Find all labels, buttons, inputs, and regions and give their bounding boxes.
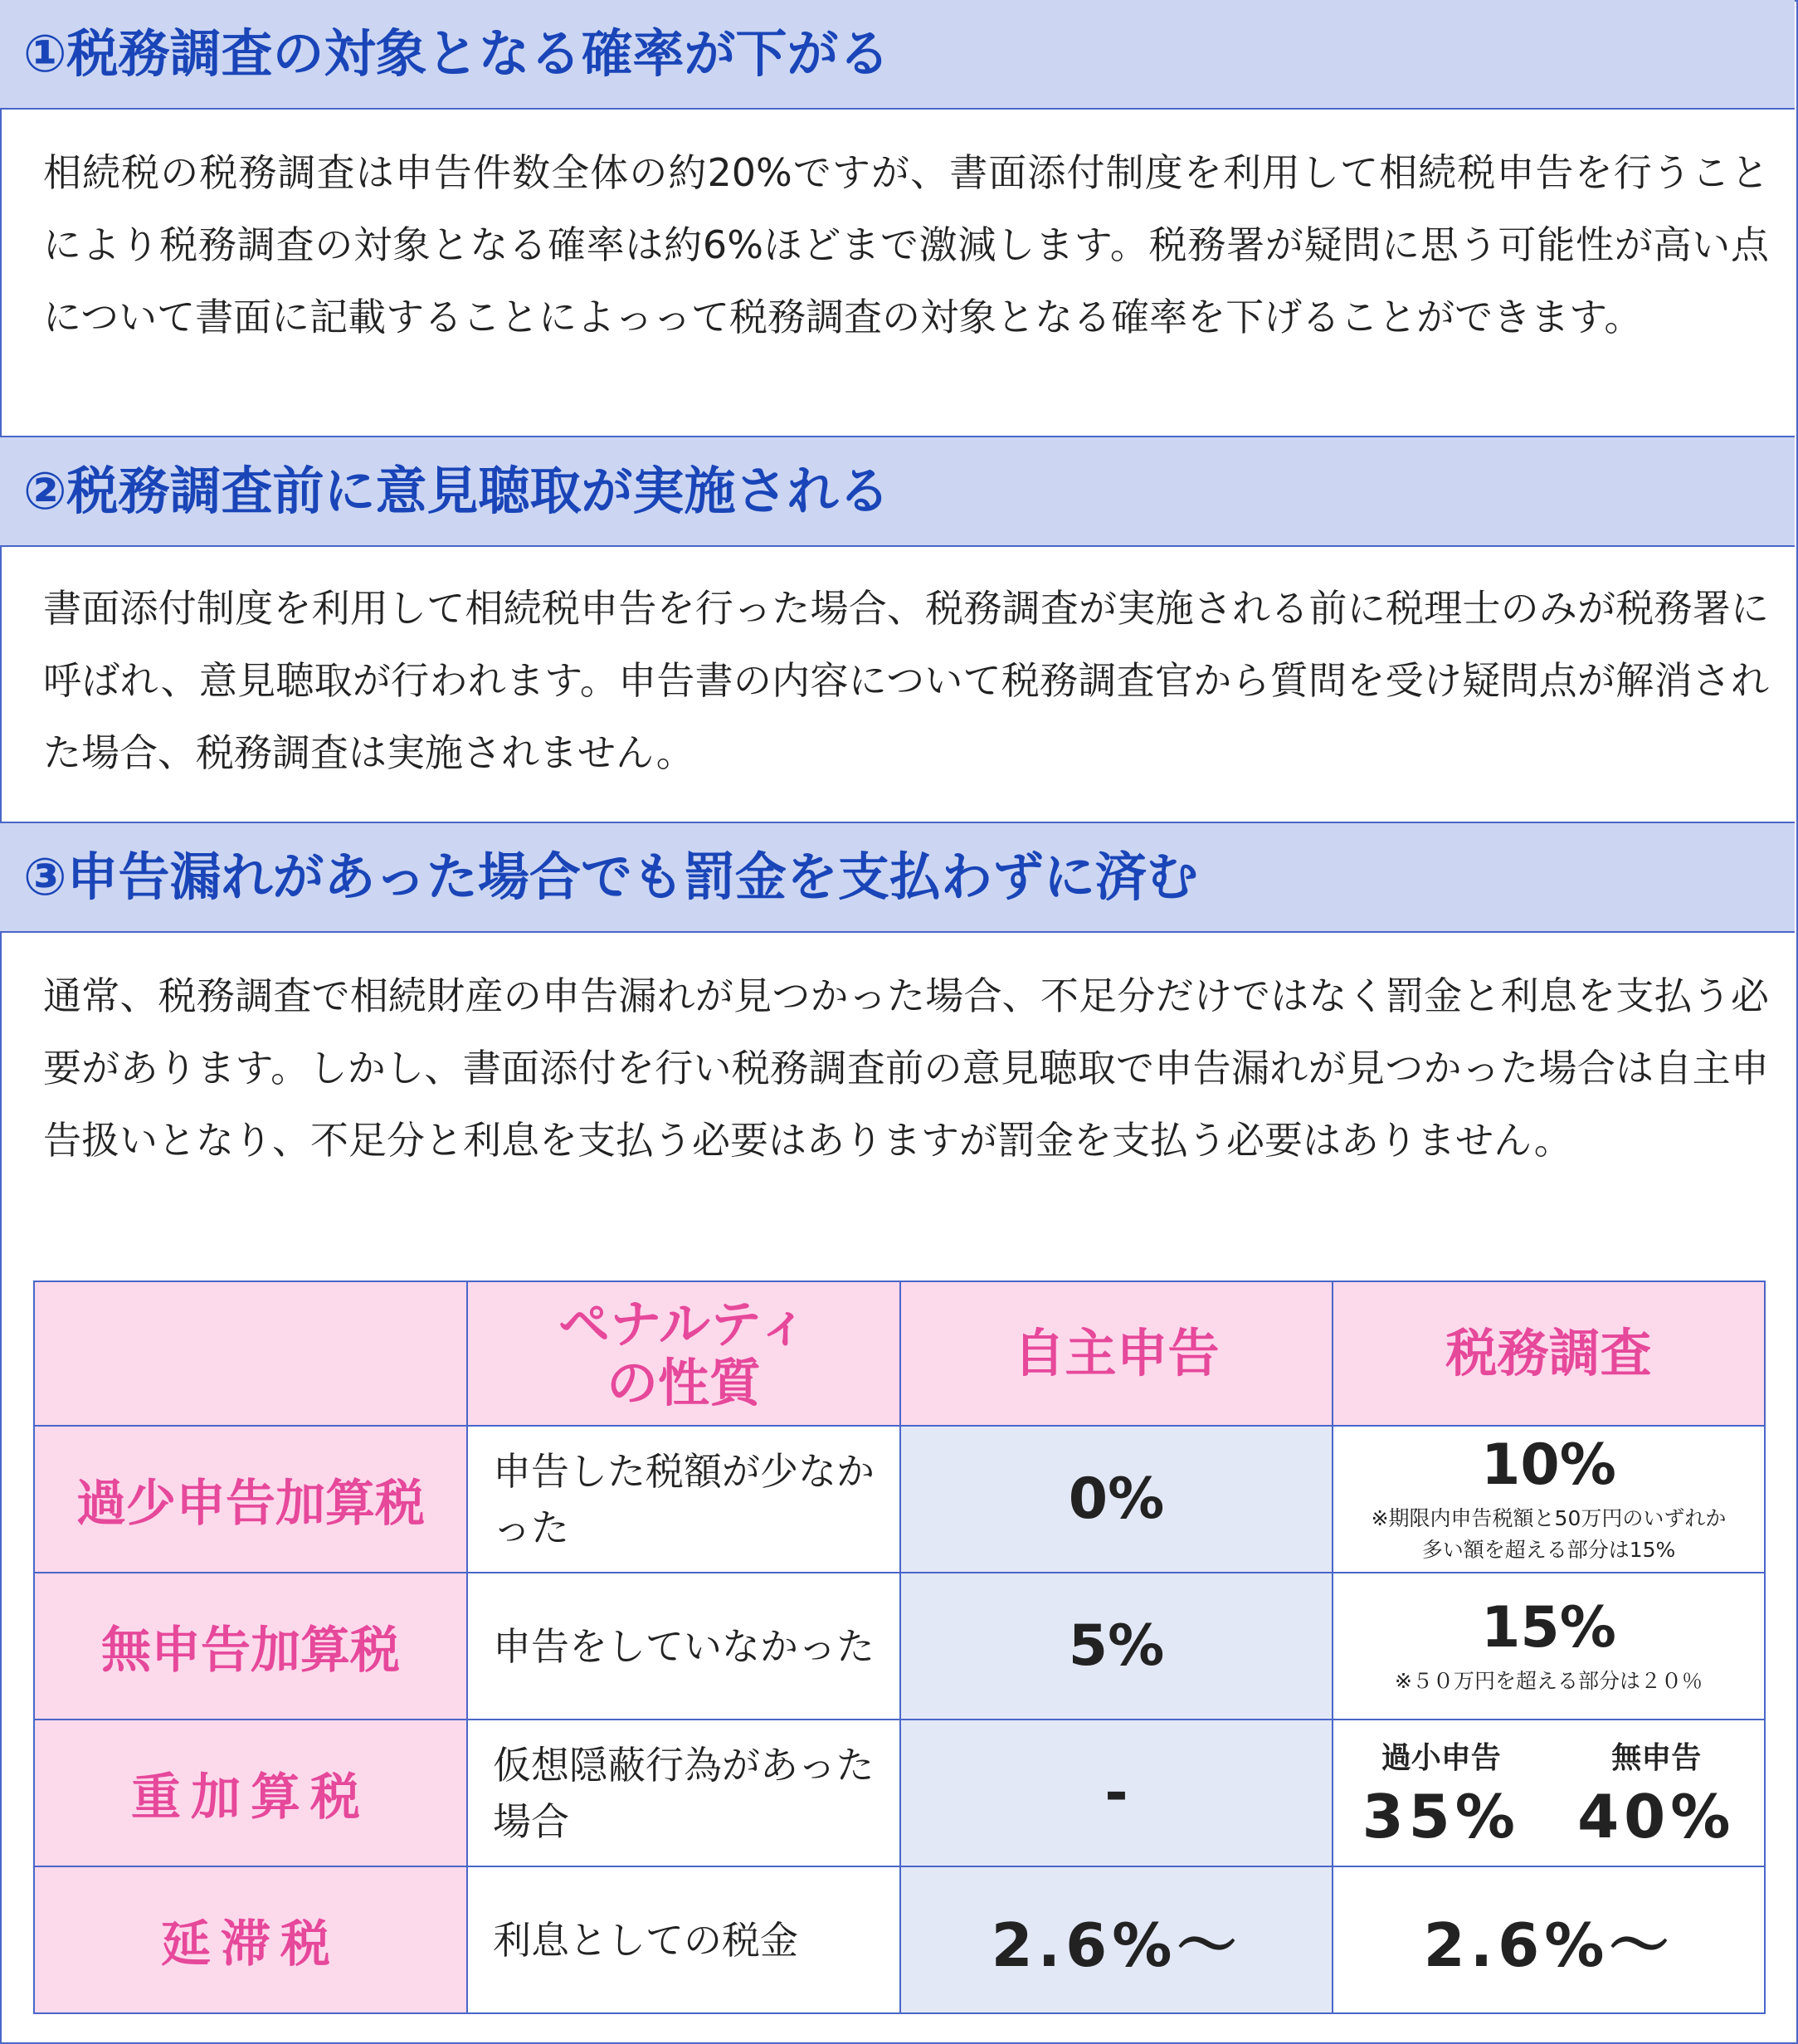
row-label-heavy-tax: 重加算税 [34,1720,467,1866]
section-2-body: 書面添付制度を利用して相続税申告を行った場合、税務調査が実施される前に税理士のみが税務署に呼ばれ、意見聴取が行われます。申告書の内容について税務調査官から質問を受け疑問点が解消された場合、税務調査は実施されません。 [43,586,1769,775]
row-audit-value: 2.6%～ [1333,1866,1765,2013]
header-tax-audit: 税務調査 [1333,1281,1765,1426]
table-row [34,1573,1765,1720]
audit-split-underreport: 過小申告 35% [1362,1741,1520,1851]
audit-rate: 10% [1481,1432,1616,1498]
audit-note: ※期限内申告税額と50万円のいずれか 多い額を超える部分は15% [1371,1506,1727,1562]
table-row [34,1720,1765,1866]
row-nature: 申告した税額が少なかった [467,1426,900,1573]
section-1-body: 相続税の税務調査は申告件数全体の約20%ですが、書面添付制度を利用して相続税申告を行うことにより税務調査の対象となる確率は約6%ほどまで激減します。税務署が疑問に思う可能性が高い点について書面に記載することによっって税務調査の対象となる確率を下げることができます。 [43,150,1769,339]
header-empty-cell [34,1281,467,1426]
header-nature-line2: の性質 [606,1353,761,1413]
row-label-underreport-tax: 過少申告加算税 [34,1426,467,1573]
audit-split-no-filing: 無申告 40% [1577,1741,1736,1851]
row-self-value: 5% [900,1573,1333,1720]
row-label-delinquency-tax: 延滞税 [34,1866,467,2013]
section-3-body: 通常、税務調査で相続財産の申告漏れが見つかった場合、不足分だけではなく罰金と利息を支払う必要があります。しかし、書面添付を行い税務調査前の意見聴取で申告漏れが見つかった場合は自主申告扱いとなり、不足分と利息を支払う必要はありますが罰金を支払う必要はありません。 [43,973,1769,1163]
table-header-row [34,1281,1765,1426]
audit-note: ※５０万円を超える部分は２０％ [1395,1669,1703,1693]
row-self-value: 0% [900,1426,1333,1573]
penalty-table [33,1281,1766,2014]
section-1-heading: ①税務調査の対象となる確率が下がる [0,0,1795,110]
row-audit-value [1333,1426,1765,1573]
row-nature: 利息としての税金 [467,1866,900,2013]
row-self-value: 2.6%～ [900,1866,1333,2013]
header-nature [467,1281,900,1426]
header-self-report: 自主申告 [900,1281,1333,1426]
row-label-no-filing-tax: 無申告加算税 [34,1573,467,1720]
section-2-heading: ②税務調査前に意見聴取が実施される [0,436,1795,547]
row-nature: 仮想隠蔽行為があった場合 [467,1720,900,1866]
header-nature-line1: ペナルティ [558,1293,809,1354]
section-3-heading: ③申告漏れがあった場合でも罰金を支払わずに済む [0,822,1795,933]
table-row [34,1426,1765,1573]
row-audit-value [1333,1720,1765,1866]
table-row [34,1866,1765,2013]
audit-rate: 15% [1481,1595,1616,1661]
row-audit-value [1333,1573,1765,1720]
row-self-value: - [900,1720,1333,1866]
row-nature: 申告をしていなかった [467,1573,900,1720]
